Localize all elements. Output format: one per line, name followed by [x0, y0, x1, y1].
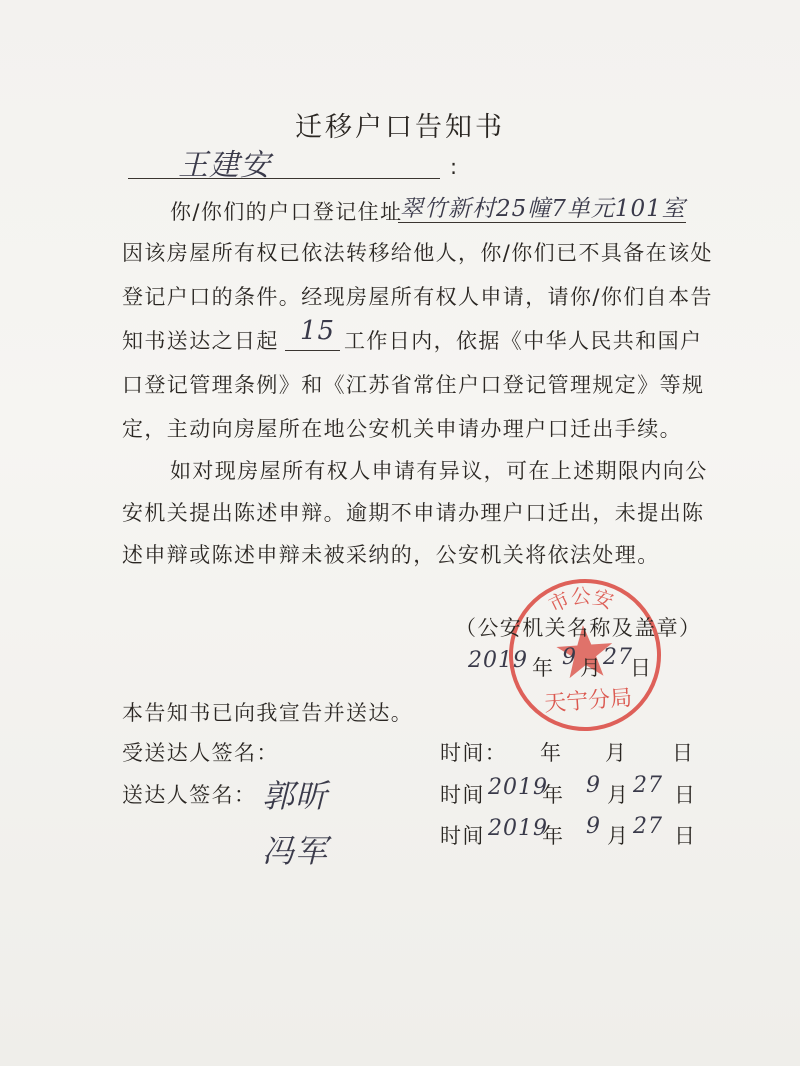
days-underline [285, 350, 340, 351]
acknowledgment-text: 本告知书已向我宣告并送达。 [122, 701, 414, 725]
sender-row1-year: 2019 [488, 775, 548, 800]
para2-line1: 如对现房屋所有权人申请有异议，可在上述期限内向公 [170, 459, 708, 483]
recipient-colon: : [450, 155, 459, 179]
handwritten-address: 翠竹新村25幢7单元101室 [400, 196, 686, 222]
para1-line2: 因该房屋所有权已依法转移给他人，你/你们已不具备在该处 [122, 241, 713, 265]
recipient-underline [128, 178, 440, 179]
sender-row2-time-label: 时间 [440, 824, 485, 848]
issuer-year-char: 年 [532, 656, 555, 680]
receiver-signature-label: 受送达人签名： [122, 741, 279, 765]
sender-row1-month: 9 [586, 773, 601, 798]
sender-row2-day: 27 [633, 814, 663, 839]
sender-row1-day-char: 日 [674, 783, 697, 807]
sender-row1-year-char: 年 [542, 783, 565, 807]
sender-row1-month-char: 月 [607, 783, 630, 807]
sender-row2-month-char: 月 [607, 824, 630, 848]
handwritten-days: 15 [300, 316, 336, 346]
sender-signature-1: 郭昕 [262, 777, 329, 815]
para1-line5: 口登记管理条例》和《江苏省常住户口登记管理规定》等规 [122, 373, 705, 397]
issuer-date-month: 9 [562, 645, 577, 670]
receiver-day-char: 日 [672, 741, 695, 765]
sender-row1-day: 27 [633, 773, 663, 798]
sender-signature-2: 冯军 [262, 832, 329, 870]
document-title: 迁移户口告知书 [295, 112, 505, 143]
seal-bottom-text: 天宁分局 [543, 685, 634, 717]
issuer-month-char: 月 [580, 656, 603, 680]
issuer-date-day: 27 [603, 645, 633, 670]
address-underline [398, 222, 686, 223]
para1-line3: 登记户口的条件。经现房屋所有权人申请，请你/你们自本告 [122, 285, 713, 309]
receiver-year-char: 年 [540, 741, 563, 765]
para2-line3: 述申辩或陈述申辩未被采纳的，公安机关将依法处理。 [122, 543, 660, 567]
sender-row1-time-label: 时间 [440, 783, 485, 807]
para1-line6: 定，主动向房屋所在地公安机关申请办理户口迁出手续。 [122, 417, 682, 441]
sender-row2-year-char: 年 [542, 824, 565, 848]
issuer-label: （公安机关名称及盖章） [455, 616, 702, 640]
sender-signature-label: 送达人签名： [122, 783, 257, 807]
recipient-name: 王建安 [178, 148, 271, 183]
issuer-day-char: 日 [630, 656, 653, 680]
para1-line4-prefix: 知书送达之日起 [122, 329, 279, 353]
receiver-time-label: 时间： [440, 741, 508, 765]
para1-line4-suffix: 工作日内，依据《中华人民共和国户 [344, 329, 703, 353]
issuer-date-year: 2019 [468, 648, 528, 673]
para2-line2: 安机关提出陈述申辩。逾期不申请办理户口迁出，未提出陈 [122, 501, 705, 525]
sender-row2-month: 9 [586, 814, 601, 839]
sender-row2-year: 2019 [488, 816, 548, 841]
seal-top-text: 市公安 [544, 583, 617, 618]
sender-row2-day-char: 日 [674, 824, 697, 848]
receiver-month-char: 月 [605, 741, 628, 765]
para1-line1-prefix: 你/你们的户口登记住址 [170, 200, 403, 224]
